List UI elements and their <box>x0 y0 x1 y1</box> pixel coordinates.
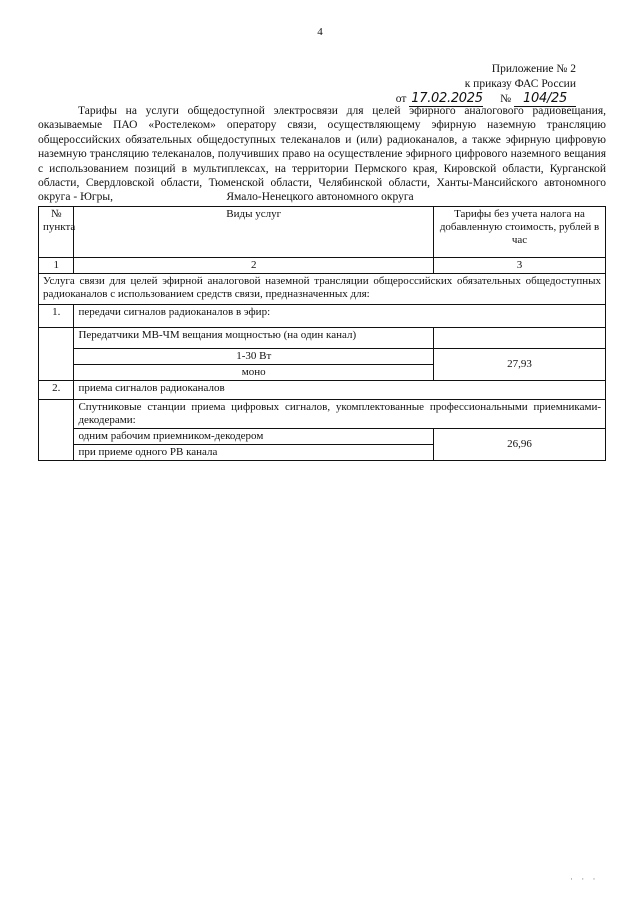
item1-number: 1. <box>39 305 74 328</box>
document-heading-last-line: Ямало-Ненецкого автономного округа <box>226 191 414 203</box>
margin-mark: · · · <box>570 874 599 884</box>
item1-power: 1-30 Вт <box>74 349 434 365</box>
item2-empty-number <box>39 400 74 461</box>
item1-empty-number <box>39 328 74 381</box>
item2-receiver: одним рабочим приемником-декодером <box>74 429 434 445</box>
table-row <box>39 429 606 445</box>
header-number: № пункта <box>39 207 74 258</box>
order-number: 104/25 <box>514 92 576 107</box>
annex-block <box>396 62 576 107</box>
document-heading: Тарифы на услуги общедоступной электросвязи для целей эфирного аналогового радиовещания, оказываемые ПАО «Ростелеком» оператору связи, осуществляющему эфирную наземную трансляцию общероссийских обязательных общедоступных телеканалов и (или) радиоканалов, а также эфирную цифровую наземную трансляцию телеканалов, получивших право на осуществление эфирного цифрового наземного вещания с использованием позиций в мультиплексах, на территории Пермского края, Кировской области, Курганской области, Свердловской области, Тюменской области, Челябинской области, Ханты-Мансийского автономного округа - Югры, <box>38 105 606 204</box>
date-prefix: от <box>395 93 407 105</box>
column-number-row <box>39 258 606 274</box>
column-number-1: 1 <box>39 258 74 274</box>
item1-subtitle: Передатчики МВ-ЧМ вещания мощностью (на один канал) <box>74 328 434 349</box>
item2-channel: при приеме одного РВ канала <box>74 445 434 461</box>
section-row <box>39 274 606 305</box>
annex-title: Приложение № 2 <box>491 63 576 75</box>
table-header-row <box>39 207 606 258</box>
page-number: 4 <box>317 26 323 38</box>
header-tariffs: Тарифы без учета налога на добавленную стоимость, рублей в час <box>434 207 606 258</box>
section-title: Услуга связи для целей эфирной аналоговой наземной трансляции общероссийских обязательных общедоступных радиоканалов с использованием средств связи, предназначенных для: <box>39 274 606 305</box>
column-number-2: 2 <box>74 258 434 274</box>
table-row <box>39 381 606 400</box>
item2-price: 26,96 <box>434 429 606 461</box>
order-date: 17.02.2025 <box>411 91 483 106</box>
tariff-table <box>38 206 606 461</box>
item1-subtitle-price-cell <box>434 328 606 349</box>
item2-title: приема сигналов радиоканалов <box>74 381 606 400</box>
number-prefix: № <box>500 93 512 105</box>
item2-number: 2. <box>39 381 74 400</box>
table-row <box>39 400 606 429</box>
annex-order: к приказу ФАС России <box>464 78 576 90</box>
item1-mode: моно <box>74 365 434 381</box>
item1-price: 27,93 <box>434 349 606 381</box>
column-number-3: 3 <box>434 258 606 274</box>
table-row <box>39 328 606 349</box>
table-row <box>39 305 606 328</box>
item1-title: передачи сигналов радиоканалов в эфир: <box>74 305 606 328</box>
header-services: Виды услуг <box>74 207 434 258</box>
item2-subtitle: Спутниковые станции приема цифровых сигналов, укомплектованные профессиональными приемниками-декодерами: <box>74 400 606 429</box>
table-row <box>39 349 606 365</box>
